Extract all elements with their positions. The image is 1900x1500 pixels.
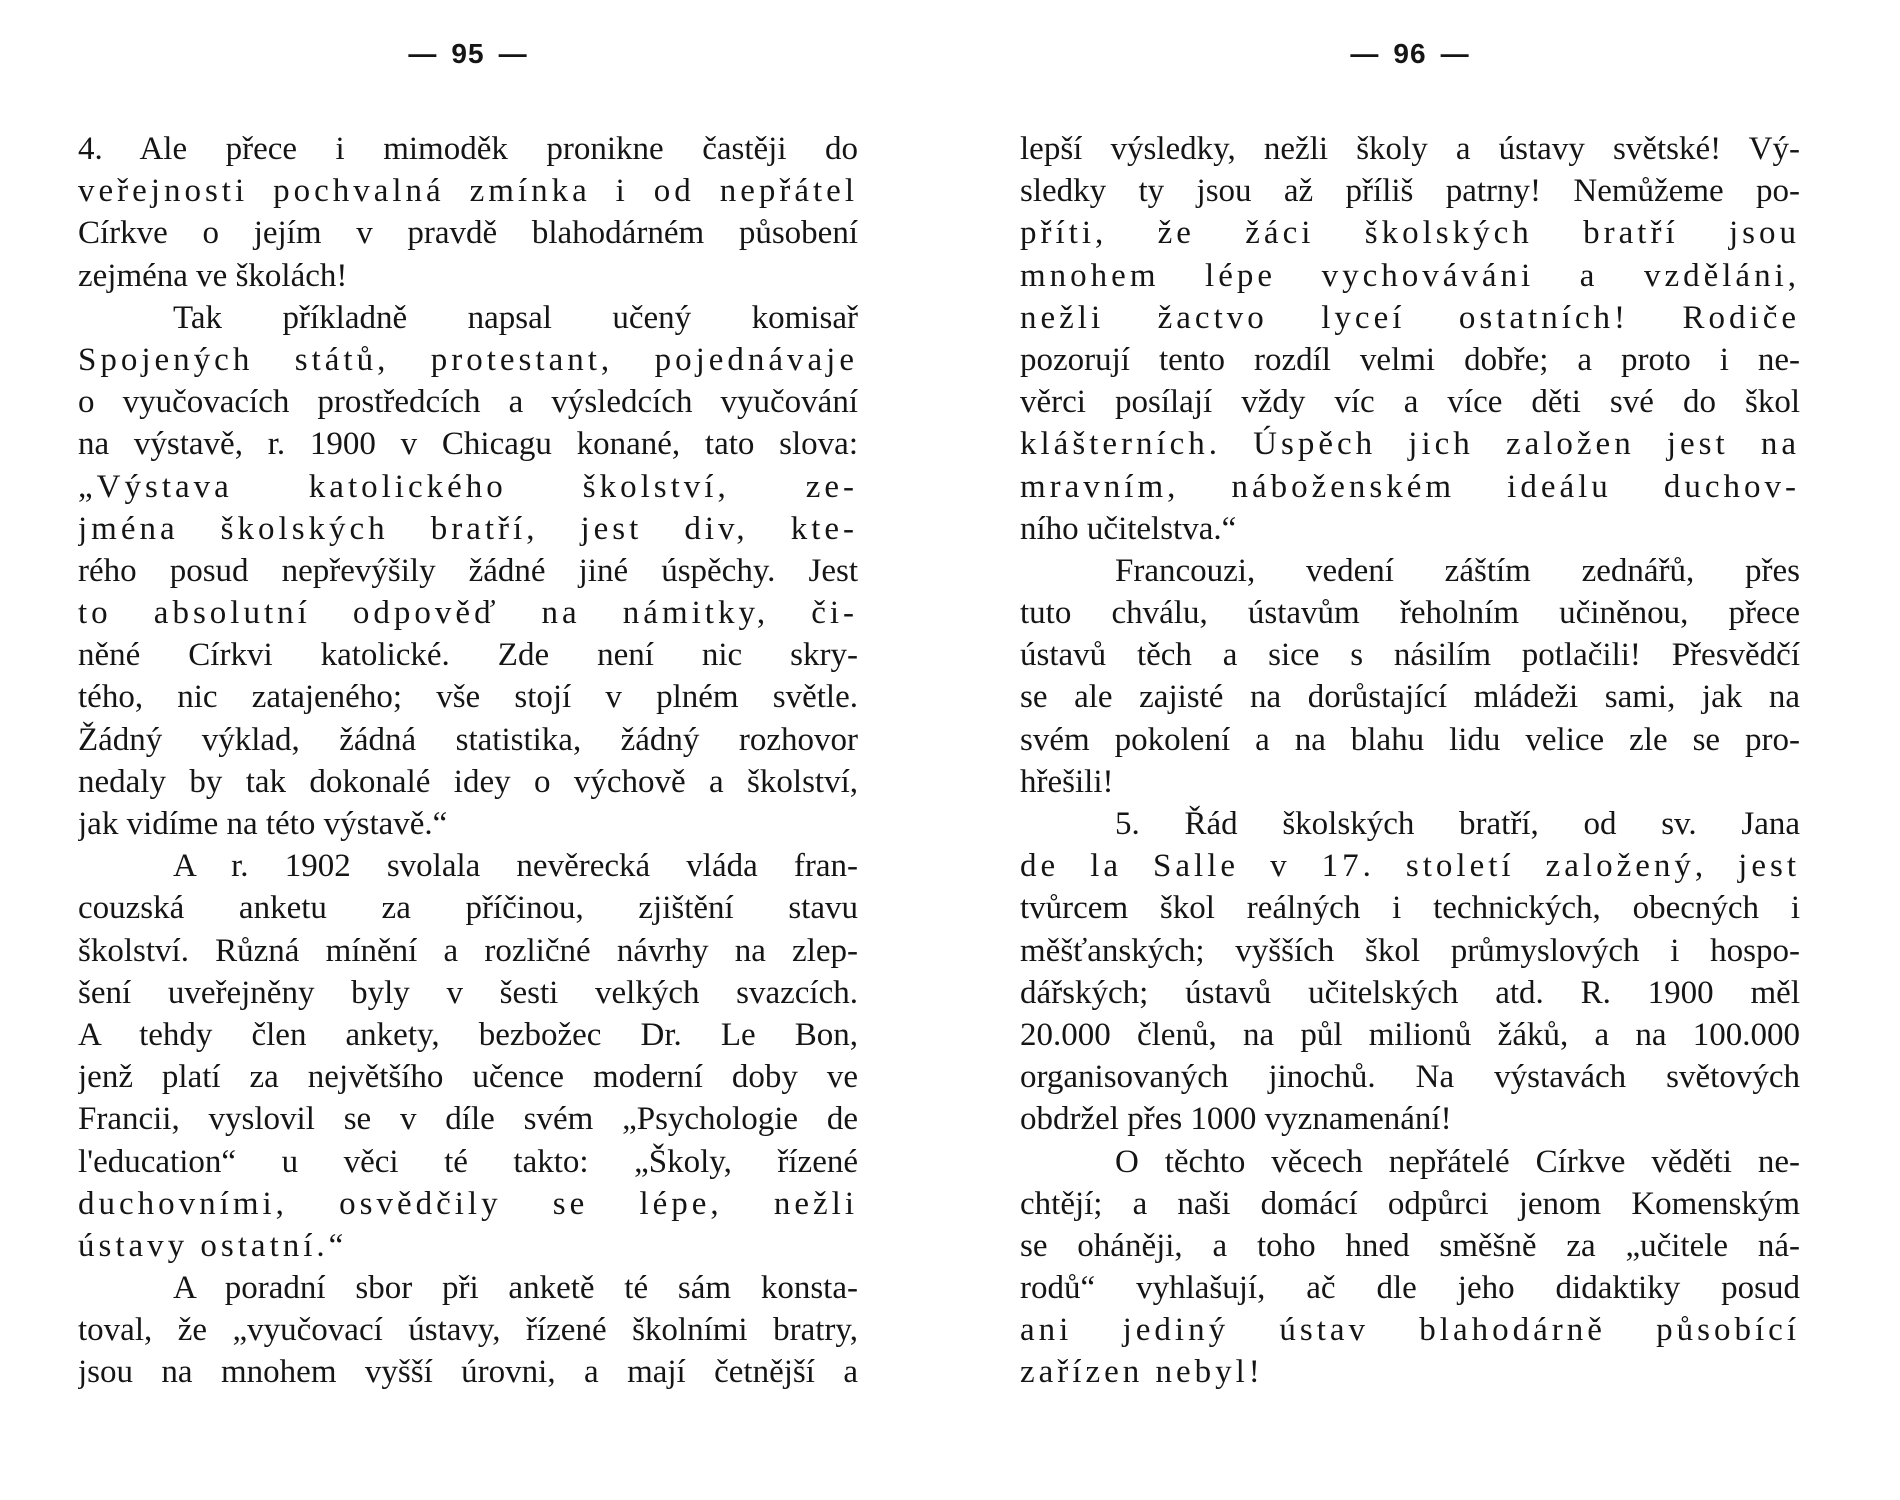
text-line: nežli žactvo lyceí ostatních! Rodiče: [1020, 299, 1800, 336]
text-line: jak vidíme na této výstavě.“: [78, 806, 448, 842]
text-line: Církve o jejím v pravdě blahodárném působení: [78, 215, 858, 252]
text-line: šení uveřejněny byly v šesti velkých svazcích.: [78, 974, 858, 1011]
left-page: [78, 0, 858, 1500]
text-line: věrci posílají vždy víc a více děti své do škol: [1020, 384, 1800, 421]
text-line: jména školských bratří, jest div, kte-: [78, 510, 858, 547]
dash-left: —: [1350, 38, 1380, 69]
text-line: zařízen nebyl!: [1020, 1354, 1264, 1391]
text-line: 4. Ale přece i mimoděk pronikne častěji do: [78, 131, 858, 167]
text-line: se oháněji, a toho hned směšně za „učitele ná-: [1020, 1227, 1800, 1264]
text-line: Francii, vyslovil se v díle svém „Psychologie de: [78, 1101, 858, 1138]
text-line: de la Salle v 17. století založený, jest: [1020, 848, 1800, 885]
text-line: obdržel přes 1000 vyznamenání!: [1020, 1101, 1452, 1138]
page-text: [1020, 128, 1800, 1394]
text-line: Francouzi, vedení záštím zednářů, přes: [1115, 552, 1800, 589]
text-line: se ale zajisté na dorůstající mládeži sami, jak na: [1020, 679, 1800, 716]
text-line: 20.000 členů, na půl milionů žáků, a na 100.000: [1020, 1016, 1800, 1053]
text-line: sledky ty jsou až příliš patrny! Nemůžeme po-: [1020, 173, 1800, 210]
text-line: veřejnosti pochvalná zmínka i od nepřátel: [78, 173, 858, 210]
dash-right: —: [1440, 38, 1470, 69]
text-line: A poradní sbor při anketě té sám konsta-: [173, 1270, 858, 1307]
text-line: dářských; ústavů učitelských atd. R. 1900 měl: [1020, 974, 1800, 1011]
text-line: A tehdy člen ankety, bezbožec Dr. Le Bon,: [78, 1016, 858, 1053]
page-number: 95: [451, 38, 485, 69]
right-page: [1020, 0, 1800, 1500]
text-line: organisovaných jinochů. Na výstavách světových: [1020, 1059, 1800, 1096]
text-line: tého, nic zatajeného; vše stojí v plném světle.: [78, 679, 858, 716]
text-line: školství. Různá mínění a rozličné návrhy na zlep-: [78, 932, 858, 969]
text-line: 5. Řád školských bratří, od sv. Jana: [1115, 806, 1800, 842]
text-line: l'education“ u věci té takto: „Školy, řízené: [78, 1143, 858, 1180]
text-line: na výstavě, r. 1900 v Chicagu konané, tato slova:: [78, 426, 858, 463]
text-line: tvůrcem škol reálných i technických, obecných i: [1020, 890, 1800, 927]
text-line: toval, že „vyučovací ústavy, řízené školními bratry,: [78, 1312, 858, 1349]
text-line: ního učitelstva.“: [1020, 510, 1237, 547]
page-number-header: [78, 38, 858, 70]
text-line: ústavů těch a sice s násilím potlačili! Přesvědčí: [1020, 637, 1800, 674]
text-line: O těchto věcech nepřátelé Církve věděti ne-: [1115, 1143, 1800, 1180]
text-line: couzská anketu za příčinou, zjištění stavu: [78, 890, 858, 927]
dash-right: —: [498, 38, 528, 69]
text-line: ústavy ostatní.“: [78, 1227, 348, 1264]
text-line: svém pokolení a na blahu lidu velice zle se pro-: [1020, 721, 1800, 758]
text-line: lepší výsledky, nežli školy a ústavy světské! Vý-: [1020, 131, 1800, 167]
text-line: nedaly by tak dokonalé idey o výchově a školství,: [78, 763, 858, 800]
text-line: duchovními, osvědčily se lépe, nežli: [78, 1185, 858, 1222]
text-line: jsou na mnohem vyšší úrovni, a mají četnější a: [78, 1354, 858, 1391]
text-line: zejména ve školách!: [78, 257, 348, 294]
text-line: mravním, náboženském ideálu duchov-: [1020, 468, 1800, 505]
text-line: tuto chválu, ústavům řeholním učiněnou, přece: [1020, 595, 1800, 632]
text-line: mnohem lépe vychováváni a vzděláni,: [1020, 257, 1800, 294]
text-line: to absolutní odpověď na námitky, či-: [78, 595, 858, 632]
page-number: 96: [1393, 38, 1427, 69]
text-line: Žádný výklad, žádná statistika, žádný rozhovor: [78, 721, 858, 758]
text-line: měšťanských; vyšších škol průmyslových i hospo-: [1020, 932, 1800, 969]
text-line: hřešili!: [1020, 763, 1114, 800]
page-number-header: [1020, 38, 1800, 70]
text-line: klášterních. Úspěch jich založen jest na: [1020, 426, 1800, 463]
text-line: A r. 1902 svolala nevěrecká vláda fran-: [173, 848, 858, 885]
text-line: „Výstava katolického školství, ze-: [78, 468, 858, 505]
text-line: chtějí; a naši domácí odpůrci jenom Komenským: [1020, 1185, 1800, 1222]
page-text: [78, 128, 858, 1394]
text-line: rého posud nepřevýšily žádné jiné úspěchy. Jest: [78, 552, 858, 589]
text-line: Tak příkladně napsal učený komisař: [173, 299, 858, 336]
text-line: Spojených států, protestant, pojednávaje: [78, 341, 858, 378]
text-line: příti, že žáci školských bratří jsou: [1020, 215, 1800, 252]
text-line: rodů“ vyhlašují, ač dle jeho didaktiky posud: [1020, 1270, 1800, 1307]
text-line: ani jediný ústav blahodárně působící: [1020, 1312, 1800, 1349]
text-line: jenž platí za největšího učence moderní doby ve: [78, 1059, 858, 1096]
text-line: něné Církvi katolické. Zde není nic skry-: [78, 637, 858, 674]
text-line: pozorují tento rozdíl velmi dobře; a proto i ne-: [1020, 341, 1800, 378]
text-line: o vyučovacích prostředcích a výsledcích vyučování: [78, 384, 858, 421]
dash-left: —: [408, 38, 438, 69]
